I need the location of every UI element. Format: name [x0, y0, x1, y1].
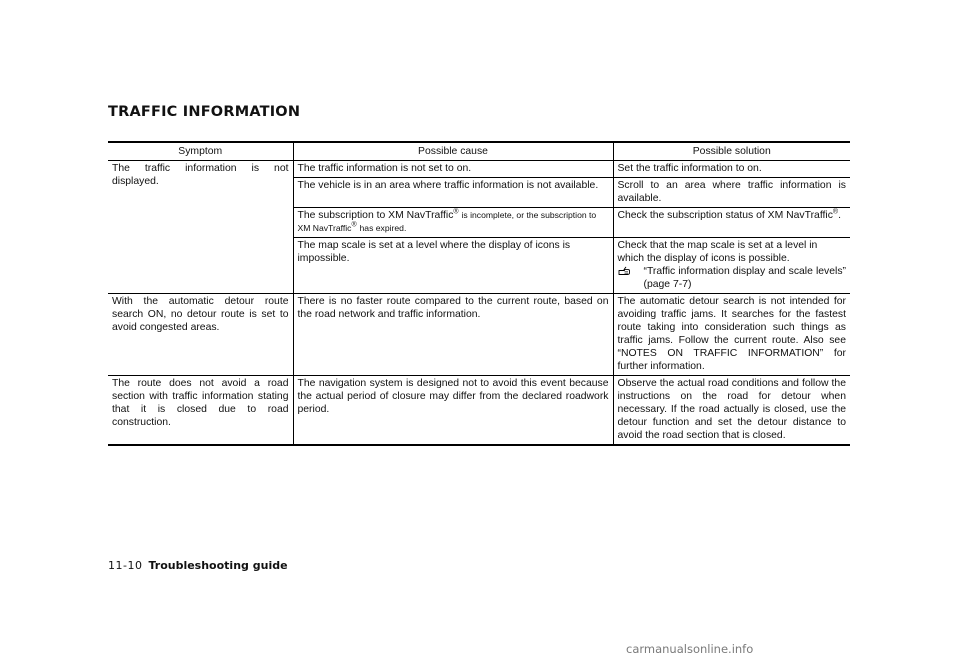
table-row	[108, 294, 850, 376]
solution-text: Check the subscription status of XM NavTraffic	[617, 210, 833, 221]
reference-hand-icon	[618, 266, 631, 276]
cause-cell: The traffic information is not set to on.	[293, 161, 613, 178]
cause-text-small: has expired.	[359, 223, 407, 233]
troubleshooting-table	[108, 141, 850, 446]
cause-text: The subscription to XM NavTraffic	[297, 210, 454, 221]
solution-cell: Scroll to an area where traffic information is available.	[613, 178, 850, 208]
symptom-cell: With the automatic detour route search ON, no detour route is set to avoid congested areas.	[108, 294, 293, 376]
cause-cell: The navigation system is designed not to avoid this event because the actual period of closure may differ from the declared roadwork period.	[293, 376, 613, 446]
footer-title: Troubleshooting guide	[148, 559, 288, 572]
cause-cell: There is no faster route compared to the current route, based on the road network and traffic information.	[293, 294, 613, 376]
cause-text-small: is incomplete, or the subscription to	[461, 210, 597, 220]
reference-text: “Traffic information display and scale levels” (page 7-7)	[643, 266, 846, 290]
header-cause: Possible cause	[293, 142, 613, 161]
registered-mark: ®	[453, 208, 459, 216]
table-row	[108, 376, 850, 446]
page-reference	[618, 265, 847, 291]
symptom-cell: The traffic information is not displayed.	[108, 161, 293, 294]
solution-cell: Observe the actual road conditions and follow the instructions on the road for detour when necessary. If the road actually is closed, use the detour function and set the detour distance to avoid the road section that is closed.	[613, 376, 850, 446]
solution-cell: The automatic detour search is not intended for avoiding traffic jams. It searches for the fastest route taking into consideration such things as traffic jams. Follow the current route. Also see “NOTES ON TRAFFIC INFORMATION” for further information.	[613, 294, 850, 376]
symptom-cell: The route does not avoid a road section with traffic information stating that it is closed due to road construction.	[108, 376, 293, 446]
solution-cell: Set the traffic information to on.	[613, 161, 850, 178]
registered-mark: ®	[351, 221, 357, 229]
solution-text: .	[838, 210, 841, 221]
cause-cell: The map scale is set at a level where the display of icons is impossible.	[293, 238, 613, 294]
solution-cell	[613, 208, 850, 238]
section-title: TRAFFIC INFORMATION	[108, 104, 301, 120]
watermark: carmanualsonline.info	[626, 642, 754, 656]
table-row	[108, 161, 850, 178]
header-symptom: Symptom	[108, 142, 293, 161]
cause-cell: The vehicle is in an area where traffic information is not available.	[293, 178, 613, 208]
solution-text: Check that the map scale is set at a level in which the display of icons is possible.	[617, 240, 818, 264]
cause-cell	[293, 208, 613, 238]
registered-mark: ®	[832, 208, 839, 216]
header-solution: Possible solution	[613, 142, 850, 161]
solution-cell	[613, 238, 850, 294]
page-footer	[108, 559, 288, 572]
page-number: 11-10	[108, 559, 143, 572]
cause-text-small: XM NavTraffic	[297, 223, 352, 233]
table-header-row	[108, 142, 850, 161]
